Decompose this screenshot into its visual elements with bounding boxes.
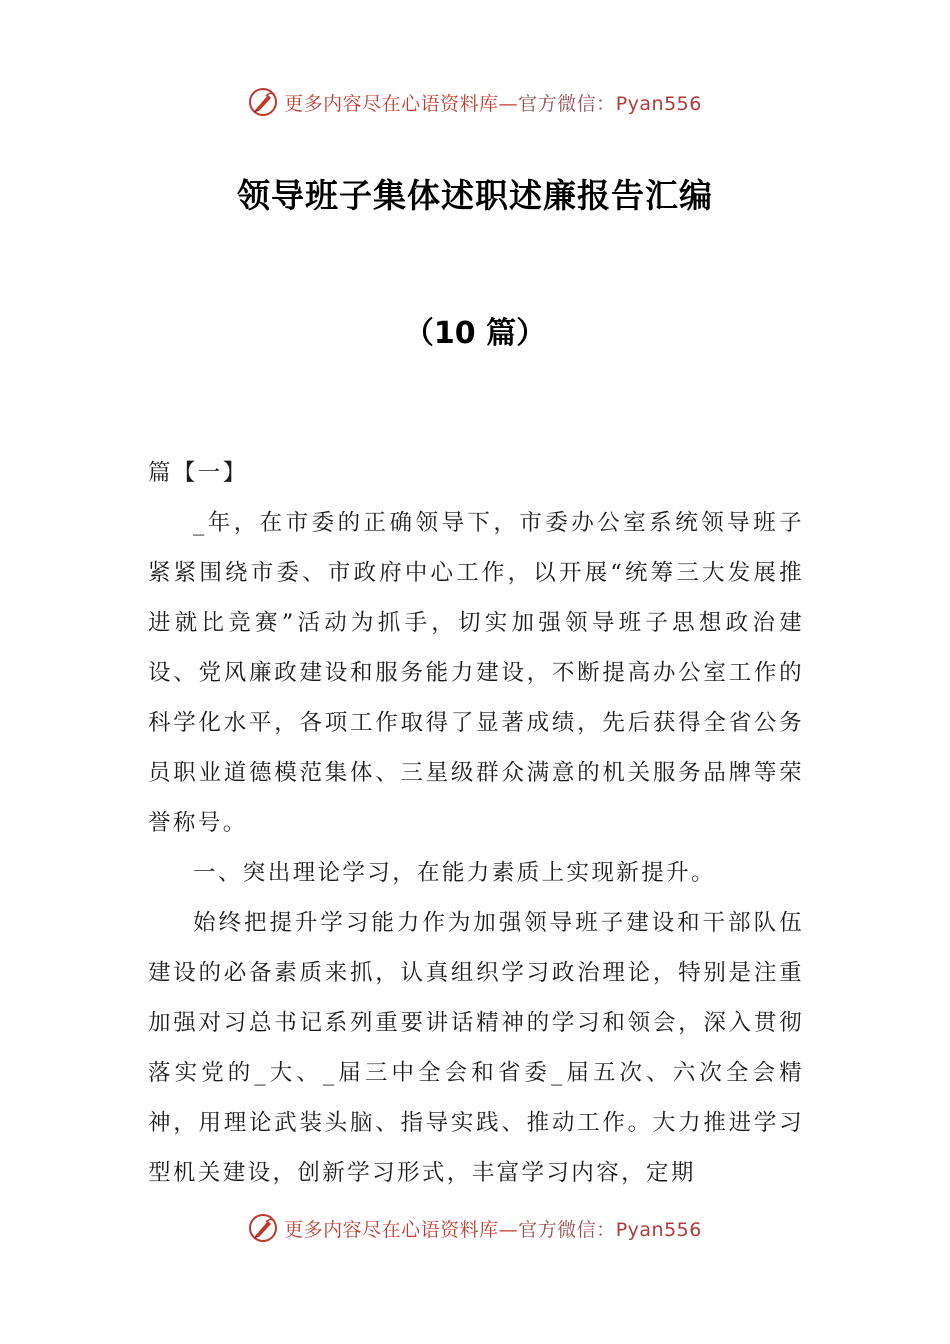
watermark-dash: —	[498, 1218, 519, 1241]
watermark-main: 更多内容尽在心语资料库	[284, 92, 499, 115]
section-label: 篇【一】	[148, 460, 248, 486]
watermark-dash: —	[498, 92, 519, 115]
document-body	[148, 448, 804, 1198]
section-heading: 一、突出理论学习，在能力素质上实现新提升。	[193, 860, 716, 886]
paragraph: 始终把提升学习能力作为加强领导班子建设和干部队伍建设的必备素质来抓，认真组织学习政治理论，特别是注重加强对习总书记系列重要讲话精神的学习和领会，深入贯彻落实党的_大、_届三中全会和省委_届五次、六次全会精神，用理论武装头脑、指导实践、推动工作。大力推进学习型机关建设，创新学习形式，丰富学习内容，定期	[148, 910, 804, 1186]
watermark-text	[284, 1215, 702, 1242]
document-subtitle: （10 篇）	[403, 316, 547, 351]
document-title: 领导班子集体述职述廉报告汇编	[237, 176, 713, 215]
watermark-footer	[0, 1208, 950, 1248]
watermark-id: Pyan556	[615, 1218, 702, 1241]
pen-logo-icon	[248, 87, 278, 117]
pen-logo-icon	[248, 1213, 278, 1243]
watermark-id: Pyan556	[615, 92, 702, 115]
paragraph: _年，在市委的正确领导下，市委办公室系统领导班子紧紧围绕市委、市政府中心工作，以开展“统筹三大发展推进就比竞赛”活动为抓手，切实加强领导班子思想政治建设、党风廉政建设和服务能力建设，不断提高办公室工作的科学化水平，各项工作取得了显著成绩，先后获得全省公务员职业道德模范集体、三星级群众满意的机关服务品牌等荣誉称号。	[148, 510, 804, 836]
watermark-official: 官方微信：	[518, 1218, 616, 1241]
watermark-header	[0, 82, 950, 122]
watermark-main: 更多内容尽在心语资料库	[284, 1218, 499, 1241]
watermark-official: 官方微信：	[518, 92, 616, 115]
watermark-text	[284, 89, 702, 116]
